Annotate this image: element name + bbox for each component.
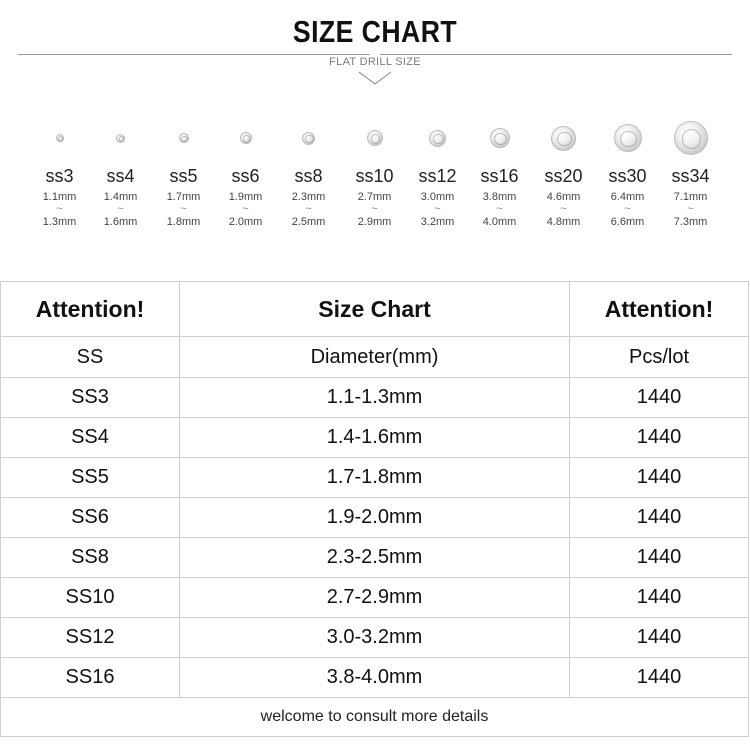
- rhinestone-icon: [56, 134, 64, 142]
- size-item: [152, 118, 215, 228]
- rhinestone-icon: [490, 128, 510, 148]
- cell-pcs: 1440: [570, 538, 749, 578]
- size-max: 4.8mm: [546, 216, 581, 228]
- size-tilde: ~: [117, 203, 124, 215]
- size-max: 1.6mm: [103, 216, 138, 228]
- size-label: ss6: [231, 166, 260, 186]
- table-row: [1, 578, 749, 618]
- size-max: 2.0mm: [228, 216, 263, 228]
- title-divider-right: [380, 54, 732, 55]
- size-min: 4.6mm: [546, 191, 581, 203]
- size-label: ss34: [671, 166, 710, 186]
- table-row: [1, 658, 749, 698]
- size-item: [89, 118, 152, 228]
- cell-ss: SS10: [1, 578, 180, 618]
- header-cell-right: Attention!: [570, 282, 749, 337]
- column-header-ss: SS: [1, 337, 180, 378]
- cell-diameter: 1.9-2.0mm: [180, 498, 570, 538]
- header-cell-center: Size Chart: [180, 282, 570, 337]
- cell-diameter: 3.0-3.2mm: [180, 618, 570, 658]
- cell-diameter: 3.8-4.0mm: [180, 658, 570, 698]
- size-chart-table: [0, 281, 749, 737]
- rhinestone-icon: [302, 132, 315, 145]
- size-min: 2.3mm: [291, 191, 326, 203]
- size-item: [468, 118, 531, 228]
- cell-pcs: 1440: [570, 378, 749, 418]
- size-min: 1.9mm: [228, 191, 263, 203]
- size-tilde: ~: [56, 203, 63, 215]
- column-header-diameter: Diameter(mm): [180, 337, 570, 378]
- size-min: 1.1mm: [42, 191, 77, 203]
- size-min: 7.1mm: [673, 191, 708, 203]
- cell-pcs: 1440: [570, 658, 749, 698]
- size-item: [532, 118, 595, 228]
- rhinestone-icon: [116, 134, 125, 143]
- size-item: [406, 118, 469, 228]
- cell-ss: SS6: [1, 498, 180, 538]
- size-item: [277, 118, 340, 228]
- size-max: 2.9mm: [357, 216, 392, 228]
- size-label: ss8: [294, 166, 323, 186]
- size-tilde: ~: [687, 203, 694, 215]
- size-tilde: ~: [242, 203, 249, 215]
- table-row: [1, 618, 749, 658]
- rhinestone-icon: [551, 126, 576, 151]
- drill-size-row: [28, 118, 722, 243]
- cell-pcs: 1440: [570, 618, 749, 658]
- table-row: [1, 458, 749, 498]
- size-min: 3.8mm: [482, 191, 517, 203]
- cell-ss: SS16: [1, 658, 180, 698]
- size-label: ss12: [418, 166, 457, 186]
- size-label: ss20: [544, 166, 583, 186]
- table-row: [1, 378, 749, 418]
- size-item: [214, 118, 277, 228]
- size-tilde: ~: [434, 203, 441, 215]
- size-label: ss5: [169, 166, 198, 186]
- chevron-down-icon: [357, 70, 393, 86]
- column-header-row: [1, 337, 749, 378]
- cell-pcs: 1440: [570, 458, 749, 498]
- cell-diameter: 1.4-1.6mm: [180, 418, 570, 458]
- table-row: [1, 538, 749, 578]
- table-row: [1, 498, 749, 538]
- rhinestone-icon: [240, 132, 252, 144]
- size-max: 4.0mm: [482, 216, 517, 228]
- cell-pcs: 1440: [570, 578, 749, 618]
- size-item: [343, 118, 406, 228]
- size-tilde: ~: [305, 203, 312, 215]
- cell-pcs: 1440: [570, 498, 749, 538]
- size-min: 2.7mm: [357, 191, 392, 203]
- size-tilde: ~: [371, 203, 378, 215]
- size-max: 3.2mm: [420, 216, 455, 228]
- cell-ss: SS5: [1, 458, 180, 498]
- size-max: 7.3mm: [673, 216, 708, 228]
- rhinestone-icon: [614, 124, 642, 152]
- cell-ss: SS12: [1, 618, 180, 658]
- size-label: ss16: [480, 166, 519, 186]
- cell-ss: SS3: [1, 378, 180, 418]
- size-max: 1.8mm: [166, 216, 201, 228]
- cell-pcs: 1440: [570, 418, 749, 458]
- cell-diameter: 1.1-1.3mm: [180, 378, 570, 418]
- rhinestone-icon: [429, 130, 446, 147]
- size-max: 2.5mm: [291, 216, 326, 228]
- table-footer-row: [1, 698, 749, 737]
- size-max: 6.6mm: [610, 216, 645, 228]
- cell-diameter: 1.7-1.8mm: [180, 458, 570, 498]
- header-cell-left: Attention!: [1, 282, 180, 337]
- cell-diameter: 2.7-2.9mm: [180, 578, 570, 618]
- page-title: SIZE CHART: [292, 14, 458, 49]
- size-min: 3.0mm: [420, 191, 455, 203]
- rhinestone-icon: [179, 133, 189, 143]
- size-item: [596, 118, 659, 228]
- table-header-row: [1, 282, 749, 337]
- table-row: [1, 418, 749, 458]
- size-tilde: ~: [496, 203, 503, 215]
- cell-diameter: 2.3-2.5mm: [180, 538, 570, 578]
- size-label: ss30: [608, 166, 647, 186]
- consult-note: welcome to consult more details: [1, 698, 749, 737]
- size-max: 1.3mm: [42, 216, 77, 228]
- size-label: ss4: [106, 166, 135, 186]
- size-tilde: ~: [560, 203, 567, 215]
- rhinestone-icon: [367, 130, 383, 146]
- size-item: [659, 118, 722, 228]
- cell-ss: SS8: [1, 538, 180, 578]
- rhinestone-icon: [674, 121, 708, 155]
- page-subtitle: FLAT DRILL SIZE: [329, 56, 421, 68]
- size-item: [28, 118, 91, 228]
- size-tilde: ~: [180, 203, 187, 215]
- size-label: ss10: [355, 166, 394, 186]
- column-header-pcs: Pcs/lot: [570, 337, 749, 378]
- title-divider-left: [18, 54, 370, 55]
- cell-ss: SS4: [1, 418, 180, 458]
- size-min: 6.4mm: [610, 191, 645, 203]
- size-tilde: ~: [624, 203, 631, 215]
- size-min: 1.4mm: [103, 191, 138, 203]
- size-label: ss3: [45, 166, 74, 186]
- size-min: 1.7mm: [166, 191, 201, 203]
